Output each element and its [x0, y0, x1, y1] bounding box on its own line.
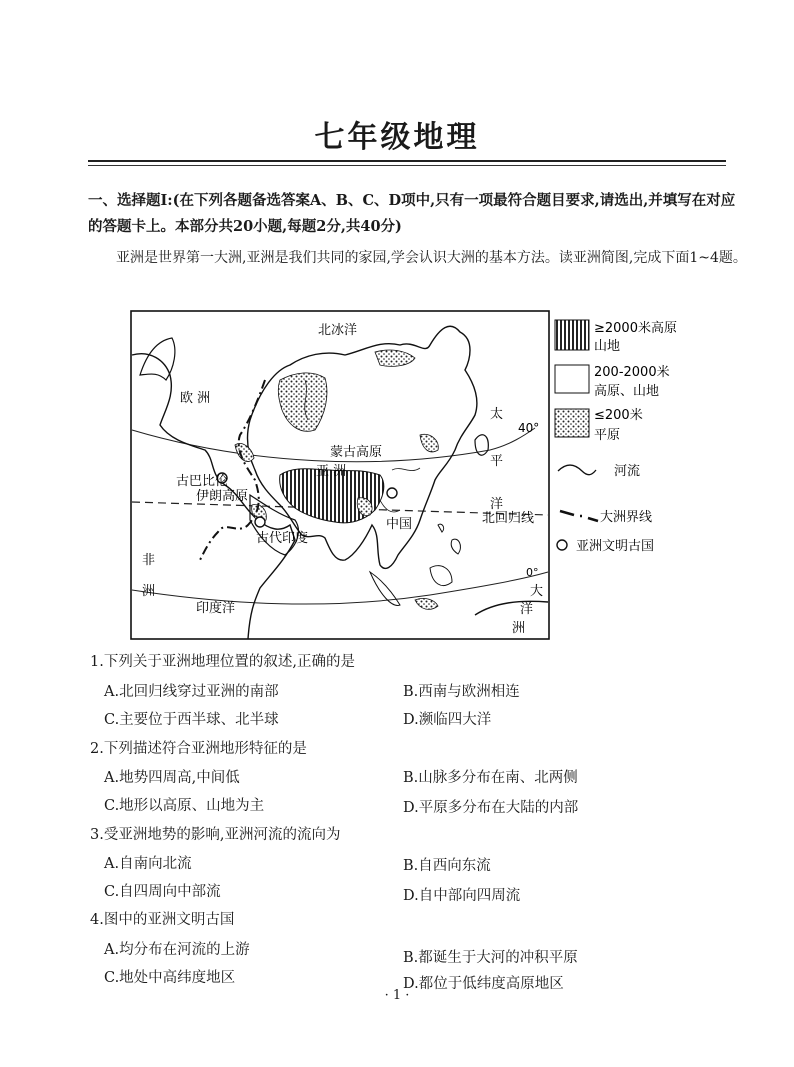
label-arctic: 北冰洋	[318, 323, 358, 338]
question-2-stem: 2.下列描述符合亚洲地形特征的是	[90, 741, 307, 757]
legend-swatch-highland	[555, 320, 589, 350]
question-1-option-b: B.西南与欧洲相连	[403, 684, 520, 700]
question-1-option-d: D.濒临四大洋	[403, 712, 492, 728]
legend-civilization-label: 亚洲文明古国	[576, 539, 655, 554]
label-equator: 0°	[526, 566, 539, 579]
legend-river-label: 河流	[614, 464, 641, 479]
question-3-stem: 3.受亚洲地势的影响,亚洲河流的流向为	[90, 827, 341, 843]
legend-plateau-line1: 200-2000米	[594, 365, 670, 380]
label-indian-ocean: 印度洋	[196, 601, 236, 616]
question-3-option-b: B.自西向东流	[403, 858, 491, 874]
question-2-option-c: C.地形以高原、山地为主	[104, 798, 265, 814]
label-pacific-2: 平	[490, 454, 504, 469]
label-europe: 欧 洲	[180, 391, 211, 406]
label-asia: 亚 洲	[316, 464, 347, 479]
question-4-option-a: A.均分布在河流的上游	[104, 942, 250, 958]
question-2-option-b: B.山脉多分布在南、北两侧	[403, 770, 578, 786]
question-3-option-a: A.自南向北流	[104, 856, 192, 872]
civilization-india	[255, 517, 265, 527]
label-pacific-1: 太	[490, 407, 504, 422]
question-3-option-c: C.自四周向中部流	[104, 884, 221, 900]
title-rule-thick	[88, 160, 726, 162]
label-pacific-3: 洋	[490, 497, 504, 512]
legend-plateau-line2: 高原、山地	[594, 384, 660, 399]
label-mongolia: 蒙古高原	[330, 445, 383, 460]
legend-plain-line2: 平原	[594, 428, 621, 443]
legend-highland-line2: 山地	[594, 339, 621, 354]
label-tropic: 北回归线	[482, 511, 535, 526]
question-4-stem: 4.图中的亚洲文明古国	[90, 912, 235, 928]
section-heading: 一、选择题Ⅰ:(在下列各题备选答案A、B、C、D项中,只有一项最符合题目要求,请选出,并填写在对应的答题卡上。本部分共20小题,每题2分,共40分)	[88, 192, 736, 235]
label-babylon: 古巴比伦	[176, 474, 229, 489]
label-india: 古代印度	[256, 531, 309, 546]
page-title: 七年级地理	[314, 120, 480, 155]
question-2-option-d: D.平原多分布在大陆的内部	[403, 800, 579, 816]
legend-boundary-icon	[560, 511, 598, 521]
map-legend	[552, 315, 712, 565]
label-oceania-2: 洋	[520, 602, 534, 617]
civilization-china	[387, 488, 397, 498]
legend-swatch-plain	[555, 409, 589, 437]
page-number: · 1 ·	[384, 988, 410, 1003]
question-4-option-c: C.地处中高纬度地区	[104, 970, 236, 986]
label-iran: 伊朗高原	[196, 489, 249, 504]
label-oceania-3: 洲	[512, 621, 526, 636]
label-lat40: 40°	[518, 421, 540, 435]
title-rule-thin	[88, 165, 726, 166]
question-1-stem: 1.下列关于亚洲地理位置的叙述,正确的是	[90, 654, 355, 670]
legend-boundary-label: 大洲界线	[600, 510, 653, 525]
intro-text: 亚洲是世界第一大洲,亚洲是我们共同的家园,学会认识大洲的基本方法。读亚洲简图,完成下面1~4题。	[116, 250, 747, 266]
question-3-option-d: D.自中部向四周流	[403, 888, 521, 904]
legend-civilization-icon	[557, 540, 567, 550]
legend-plain-line1: ≤200米	[594, 408, 643, 423]
question-1-option-c: C.主要位于西半球、北半球	[104, 712, 279, 728]
legend-highland-line1: ≥2000米高原	[594, 321, 677, 336]
label-africa-2: 洲	[142, 584, 156, 599]
question-4-option-d: D.都位于低纬度高原地区	[403, 976, 564, 992]
asia-map	[130, 310, 550, 640]
label-oceania-1: 大	[530, 584, 544, 599]
label-africa-1: 非	[142, 553, 156, 568]
question-4-option-b: B.都诞生于大河的冲积平原	[403, 950, 578, 966]
question-2-option-a: A.地势四周高,中间低	[104, 770, 240, 786]
label-china: 中国	[386, 517, 413, 532]
legend-swatch-plateau	[555, 365, 589, 393]
legend-river-icon	[558, 465, 596, 475]
question-1-option-a: A.北回归线穿过亚洲的南部	[104, 684, 279, 700]
